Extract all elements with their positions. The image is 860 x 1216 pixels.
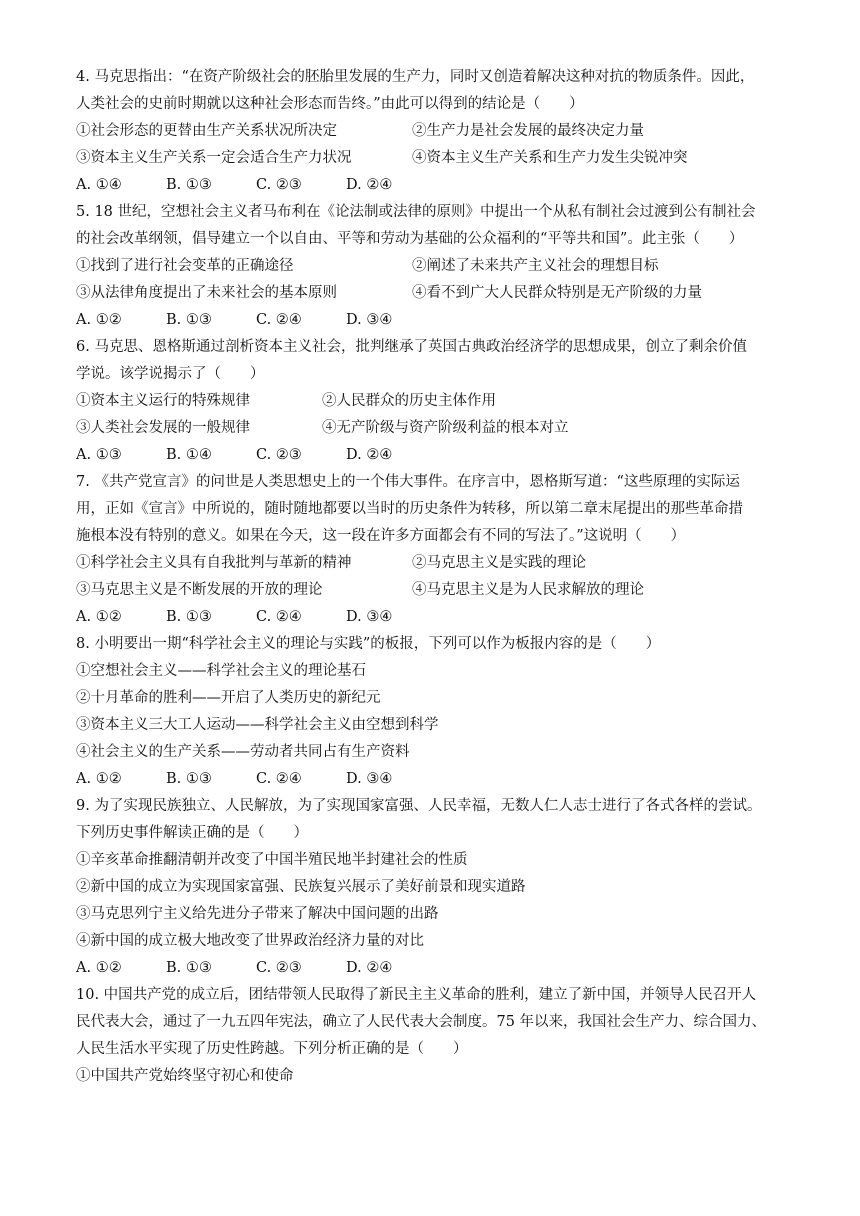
answer-choice: A. ①② [76,609,122,625]
answer-choices [76,442,796,469]
exam-page [76,64,796,1090]
statement-option: ①辛亥革命推翻清朝并改变了中国半殖民地半封建社会的性质 [76,852,468,868]
option-row [76,550,796,577]
question-block [76,793,796,982]
statement-option: ②人民群众的历史主体作用 [322,393,496,409]
statement-option: ③马克思列宁主义给先进分子带来了解决中国问题的出路 [76,906,439,922]
answer-choices [76,955,796,982]
statement-option: ④新中国的成立极大地改变了世界政治经济力量的对比 [76,933,424,949]
answer-choice: C. ②③ [256,960,302,976]
statement-option: ②马克思主义是实践的理论 [412,555,586,571]
statement-option: ②新中国的成立为实现国家富强、民族复兴展示了美好前景和现实道路 [76,879,526,895]
statement-option: ①社会形态的更替由生产关系状况所决定 [76,123,337,139]
answer-choice: D. ③④ [346,312,393,328]
question-stem-line: 学说。该学说揭示了（ ） [76,366,265,382]
statement-option: ①中国共产党始终坚守初心和使命 [76,1068,294,1084]
question-stem-line: 8. 小明要出一期“科学社会主义的理论与实践”的板报，下列可以作为板报内容的是（ ） [76,636,661,652]
answer-choice: C. ②④ [256,771,302,787]
answer-choice: B. ①③ [166,177,212,193]
question-block [76,631,796,793]
question-stem-line: 9. 为了实现民族独立、人民解放，为了实现国家富强、人民幸福，无数人仁人志士进行了各式各样的尝试。 [76,798,762,814]
question-block [76,334,796,469]
question-stem-line: 民代表大会，通过了一九五四年宪法，确立了人民代表大会制度。75 年以来，我国社会生产力、综合国力、 [76,1014,767,1030]
answer-choices [76,307,796,334]
statement-option: ③从法律角度提出了未来社会的基本原则 [76,285,337,301]
option-row [76,415,796,442]
answer-choice: D. ③④ [346,771,393,787]
statement-option: ④社会主义的生产关系——劳动者共同占有生产资料 [76,744,410,760]
statement-option: ③资本主义三大工人运动——科学社会主义由空想到科学 [76,717,439,733]
statement-option: ②生产力是社会发展的最终决定力量 [412,123,644,139]
answer-choice: A. ①② [76,960,122,976]
statement-option: ②阐述了未来共产主义社会的理想目标 [412,258,659,274]
answer-choice: B. ①③ [166,609,212,625]
answer-choices [76,172,796,199]
question-block [76,64,796,199]
statement-option: ②十月革命的胜利——开启了人类历史的新纪元 [76,690,381,706]
option-row [76,253,796,280]
statement-option: ④看不到广大人民群众特别是无产阶级的力量 [412,285,702,301]
answer-choice: D. ②④ [346,447,393,463]
statement-option: ④资本主义生产关系和生产力发生尖锐冲突 [412,150,688,166]
question-stem-line: 人民生活水平实现了历史性跨越。下列分析正确的是（ ） [76,1041,468,1057]
statement-option: ③马克思主义是不断发展的开放的理论 [76,582,323,598]
question-stem-line: 人类社会的史前时期就以这种社会形态而告终。”由此可以得到的结论是（ ） [76,96,584,112]
answer-choice: D. ②④ [346,960,393,976]
question-stem-line: 下列历史事件解读正确的是（ ） [76,825,308,841]
option-row [76,388,796,415]
question-stem-line: 4. 马克思指出：“在资产阶级社会的胚胎里发展的生产力，同时又创造着解决这种对抗的物质条件。因此， [76,69,755,85]
answer-choice: C. ②③ [256,177,302,193]
answer-choices [76,604,796,631]
answer-choices [76,766,796,793]
answer-choice: C. ②③ [256,447,302,463]
answer-choice: C. ②④ [256,609,302,625]
answer-choice: A. ①② [76,312,122,328]
answer-choice: A. ①③ [76,447,122,463]
question-stem-line: 的社会改革纲领，倡导建立一个以自由、平等和劳动为基础的公众福利的“平等共和国”。此主张（ ） [76,231,744,247]
option-row [76,118,796,145]
question-block [76,469,796,631]
answer-choice: D. ②④ [346,177,393,193]
question-stem-line: 6. 马克思、恩格斯通过剖析资本主义社会，批判继承了英国古典政治经济学的思想成果，创立了剩余价值 [76,339,747,355]
question-block [76,199,796,334]
answer-choice: C. ②④ [256,312,302,328]
answer-choice: D. ③④ [346,609,393,625]
statement-option: ①科学社会主义具有自我批判与革新的精神 [76,555,352,571]
question-stem-line: 5. 18 世纪，空想社会主义者马布利在《论法制或法律的原则》中提出一个从私有制社会过渡到公有制社会 [76,204,756,220]
answer-choice: A. ①④ [76,177,122,193]
question-stem-line: 用，正如《宣言》中所说的，随时随地都要以当时的历史条件为转移，所以第二章末尾提出的那些革命措 [76,501,743,517]
option-row [76,280,796,307]
statement-option: ①资本主义运行的特殊规律 [76,393,250,409]
statement-option: ③人类社会发展的一般规律 [76,420,250,436]
answer-choice: B. ①③ [166,312,212,328]
statement-option: ①空想社会主义——科学社会主义的理论基石 [76,663,366,679]
statement-option: ①找到了进行社会变革的正确途径 [76,258,294,274]
statement-option: ③资本主义生产关系一定会适合生产力状况 [76,150,352,166]
question-block [76,982,796,1090]
option-row [76,577,796,604]
answer-choice: B. ①③ [166,771,212,787]
answer-choice: B. ①④ [166,447,212,463]
statement-option: ④无产阶级与资产阶级利益的根本对立 [322,420,569,436]
question-stem-line: 施根本没有特别的意义。如果在今天，这一段在许多方面都会有不同的写法了。”这说明（ ） [76,528,686,544]
answer-choice: B. ①③ [166,960,212,976]
statement-option: ④马克思主义是为人民求解放的理论 [412,582,644,598]
option-row [76,145,796,172]
question-stem-line: 10. 中国共产党的成立后，团结带领人民取得了新民主主义革命的胜利，建立了新中国，并领导人民召开人 [76,987,757,1003]
question-stem-line: 7. 《共产党宣言》的问世是人类思想史上的一个伟大事件。在序言中，恩格斯写道：“这些原理的实际运 [76,474,740,490]
answer-choice: A. ①② [76,771,122,787]
